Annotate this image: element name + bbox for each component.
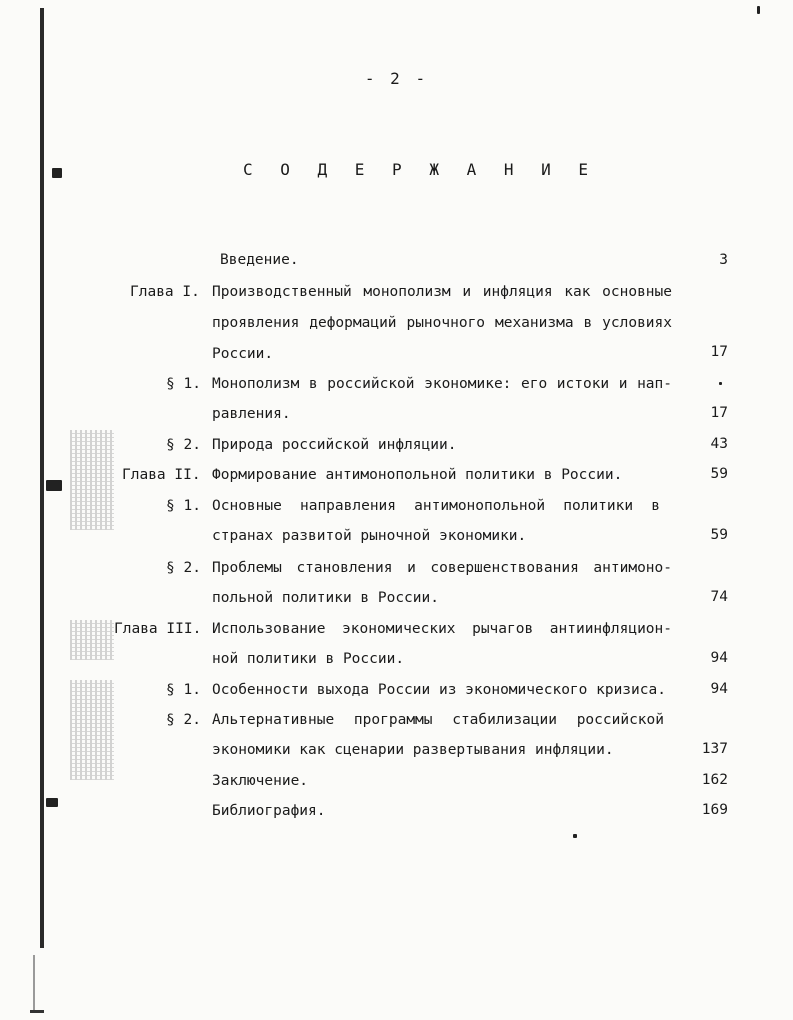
toc-page-number: 94 — [710, 650, 728, 666]
toc-section-marker: § 1. — [166, 682, 201, 698]
toc-page-number: 17 — [710, 344, 728, 360]
toc-entry-chapter3: Использование экономических рычагов антиинфляцион- — [212, 621, 672, 637]
toc-chapter-marker: Глава I. — [130, 284, 200, 300]
toc-entry-section: Монополизм в российской экономике: его истоки и нап- — [212, 376, 672, 392]
scan-noise — [70, 620, 114, 660]
toc-entry-section: Альтернативные программы стабилизации российской — [212, 712, 664, 728]
toc-entry-section-cont: равления. — [212, 406, 291, 422]
page-title: С О Д Е Р Ж А Н И Е — [242, 160, 598, 179]
toc-entry-bibliography: Библиография. — [212, 803, 326, 819]
toc-entry-chapter1: Производственный монополизм и инфляция как основные — [212, 284, 672, 300]
toc-page-number: 59 — [710, 527, 728, 543]
binding-edge-line — [40, 8, 44, 948]
toc-page-number: 94 — [710, 681, 728, 697]
toc-page-number: 17 — [710, 405, 728, 421]
toc-page-number: 59 — [710, 466, 728, 482]
scan-noise — [70, 430, 114, 530]
toc-entry-conclusion: Заключение. — [212, 773, 309, 789]
toc-entry-chapter2: Формирование антимонопольной политики в России. — [212, 467, 623, 483]
page-number: - 2 - — [364, 69, 429, 88]
toc-page-number: 3 — [719, 252, 728, 268]
toc-entry-section-cont: экономики как сценарии развертывания инфляции. — [212, 742, 614, 758]
scan-speck — [719, 382, 722, 385]
toc-page-number: 43 — [710, 436, 728, 452]
scan-speck — [46, 798, 58, 807]
toc-section-marker: § 2. — [166, 560, 201, 576]
toc-chapter-marker: Глава II. — [122, 467, 201, 483]
scan-mark — [30, 1010, 44, 1013]
toc-page-number: 137 — [701, 741, 728, 757]
toc-entry-intro: Введение. — [220, 252, 299, 268]
toc-page-number: 162 — [701, 772, 728, 788]
scan-speck — [573, 834, 577, 838]
toc-section-marker: § 2. — [166, 437, 201, 453]
toc-entry-section: Проблемы становления и совершенствования антимоно- — [212, 560, 672, 576]
toc-section-marker: § 2. — [166, 712, 201, 728]
toc-entry-chapter1-cont: России. — [212, 346, 274, 362]
toc-section-marker: § 1. — [166, 498, 201, 514]
toc-section-marker: § 1. — [166, 376, 201, 392]
toc-entry-section-cont: странах развитой рыночной экономики. — [212, 528, 527, 544]
toc-entry-section-cont: польной политики в России. — [212, 590, 439, 606]
scan-noise — [70, 680, 114, 780]
scan-speck — [46, 480, 62, 491]
scan-speck — [757, 6, 760, 14]
toc-page-number: 74 — [710, 589, 728, 605]
toc-entry-section: Особенности выхода России из экономического кризиса. — [212, 682, 666, 698]
toc-chapter-marker: Глава III. — [114, 621, 202, 637]
toc-entry-section: Основные направления антимонопольной политики в — [212, 498, 660, 514]
binding-edge-line-lower — [33, 955, 35, 1010]
toc-entry-section: Природа российской инфляции. — [212, 437, 457, 453]
toc-entry-chapter1-cont: проявления деформаций рыночного механизма в условиях — [212, 315, 672, 331]
toc-page-number: 169 — [701, 802, 728, 818]
toc-entry-chapter3-cont: ной политики в России. — [212, 651, 405, 667]
